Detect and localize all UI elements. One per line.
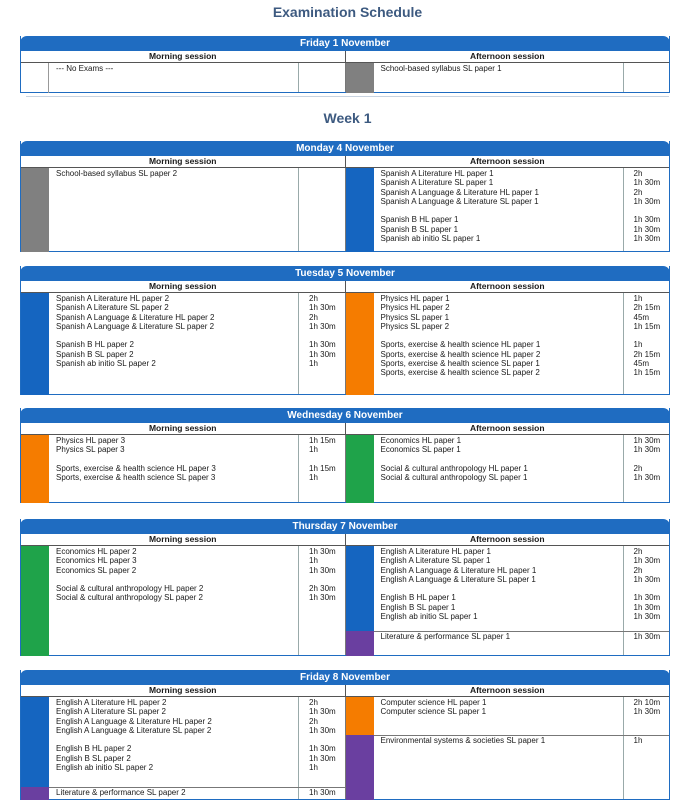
afternoon-column [346, 546, 670, 655]
exam-list [56, 788, 359, 797]
exam-list [381, 64, 684, 73]
exam-duration: 2h [309, 698, 318, 707]
exam-row [381, 178, 684, 187]
exam-duration: 1h 30m [633, 574, 661, 584]
exam-subject: English A Language & Literature SL paper 2 [56, 725, 212, 735]
exam-subject: English A Language & Literature HL paper 2 [56, 716, 212, 726]
exam-list [381, 436, 684, 482]
exam-subject: Physics HL paper 1 [380, 294, 450, 303]
exam-list [381, 169, 684, 243]
day-block [20, 36, 670, 93]
exam-subject: Literature & performance SL paper 1 [380, 632, 511, 641]
exam-row [381, 698, 684, 707]
exam-row [56, 744, 359, 753]
exam-subject: Spanish B HL paper 2 [56, 340, 134, 350]
spacer [56, 735, 359, 744]
exam-duration: 2h [633, 187, 643, 197]
exam-list [381, 698, 684, 717]
exam-subject: English A Language & Literature HL paper 1 [380, 565, 537, 575]
day-header: Friday 8 November [20, 670, 670, 685]
exam-duration: 1h 15m [633, 368, 661, 378]
exam-subject: Physics SL paper 2 [380, 321, 450, 331]
exam-list [56, 436, 359, 482]
exam-row [381, 313, 684, 322]
exam-duration: 1h 30m [633, 612, 661, 622]
exam-subject: Spanish B SL paper 1 [380, 224, 459, 234]
subject-color-bar-green [21, 546, 49, 656]
subject-color-bar-blue [21, 293, 49, 395]
morning-session-label: Morning session [21, 156, 346, 167]
exam-duration: 1h 30m [633, 632, 661, 641]
exam-subject: English ab initio SL paper 2 [56, 763, 154, 773]
exam-duration: 1h 30m [309, 593, 336, 603]
exam-subject: Economics SL paper 1 [380, 445, 461, 455]
exam-subject: Spanish A Literature HL paper 1 [380, 169, 494, 178]
exam-row [56, 303, 359, 312]
exam-row [381, 575, 684, 584]
exam-subject: English A Literature HL paper 2 [56, 698, 167, 707]
exam-row [56, 566, 359, 575]
exam-subject: Sports, exercise & health science HL paper 3 [56, 463, 216, 473]
exam-row [56, 350, 359, 359]
exam-duration: 1h [633, 294, 643, 303]
exam-row [56, 294, 359, 303]
exam-row [381, 464, 684, 473]
exam-duration: 2h [633, 547, 643, 556]
exam-duration: 1h 30m [633, 215, 661, 225]
exam-subject: English A Literature HL paper 1 [380, 547, 491, 556]
session-header-row [21, 51, 669, 63]
exam-row [56, 445, 359, 454]
session-columns [21, 293, 669, 394]
exam-duration: 1h 30m [309, 707, 336, 717]
afternoon-column [346, 435, 670, 502]
spacer [381, 206, 684, 215]
exam-subject: Spanish B HL paper 1 [380, 215, 459, 225]
morning-session-label: Morning session [21, 51, 346, 62]
exam-subject: English B SL paper 2 [56, 753, 131, 763]
exam-duration: 1h 30m [309, 565, 336, 575]
exam-duration: 1h [309, 445, 318, 455]
exam-subject: Sports, exercise & health science HL paper 1 [380, 340, 541, 350]
exam-subject: Physics SL paper 1 [380, 312, 450, 322]
subject-color-bar-orange [346, 697, 374, 735]
exam-duration: 1h 30m [309, 744, 336, 754]
exam-subject: Spanish B SL paper 2 [56, 349, 134, 359]
exam-subject: Social & cultural anthropology SL paper 1 [380, 473, 528, 483]
exam-duration: 1h 30m [633, 707, 661, 717]
exam-duration: 1h [309, 556, 318, 566]
exam-subject: Physics SL paper 3 [56, 445, 125, 455]
exam-row [381, 169, 684, 178]
exam-row [381, 197, 684, 206]
day-header: Tuesday 5 November [20, 266, 670, 281]
exam-duration: 2h [309, 312, 318, 322]
subject-color-bar-grey [346, 63, 374, 93]
morning-column [21, 435, 346, 502]
session-columns [21, 435, 669, 502]
morning-session-label: Morning session [21, 423, 346, 434]
session-columns [21, 63, 669, 92]
exam-list [56, 547, 359, 603]
afternoon-session-label: Afternoon session [469, 534, 545, 544]
morning-column [21, 697, 346, 799]
afternoon-session-label: Afternoon session [469, 281, 545, 291]
morning-column [21, 63, 346, 92]
spacer [381, 584, 684, 593]
exam-list [381, 632, 684, 641]
exam-row [381, 707, 684, 716]
day-header: Monday 4 November [20, 141, 670, 156]
exam-row [381, 593, 684, 602]
divider [26, 96, 669, 97]
exam-row [381, 632, 684, 641]
afternoon-column [346, 63, 670, 92]
exam-duration: 1h [309, 473, 318, 483]
exam-subject: Spanish A Language & Literature HL paper 1 [380, 187, 539, 197]
exam-subject: Spanish ab initio SL paper 2 [56, 359, 156, 369]
spacer [381, 331, 684, 340]
exam-subject: Spanish A Language & Literature SL paper 2 [56, 321, 215, 331]
day-block [20, 266, 670, 395]
exam-subject: Sports, exercise & health science SL paper 3 [56, 473, 216, 483]
exam-duration: 2h [309, 716, 318, 726]
day-block [20, 141, 670, 252]
spacer [381, 455, 684, 464]
subject-color-bar-orange [346, 293, 374, 395]
exam-duration: 1h 30m [309, 321, 336, 331]
exam-row [56, 707, 359, 716]
exam-list [381, 294, 684, 378]
exam-subject: Literature & performance SL paper 2 [56, 788, 186, 797]
exam-duration: 1h 30m [309, 349, 336, 359]
morning-session-label: Morning session [21, 685, 346, 696]
exam-subject: Spanish A Language & Literature SL paper 1 [380, 196, 539, 206]
exam-duration: 1h 30m [633, 593, 661, 603]
exam-duration: 2h 30m [309, 584, 336, 594]
exam-duration: 1h 30m [633, 178, 661, 188]
session-header-row [21, 423, 669, 435]
exam-row [381, 350, 684, 359]
exam-duration: 1h 30m [309, 340, 336, 350]
exam-row [56, 340, 359, 349]
session-header-row [21, 281, 669, 293]
exam-row [381, 547, 684, 556]
spacer [56, 331, 359, 340]
exam-subject: Spanish A Language & Literature HL paper 2 [56, 312, 215, 322]
subject-color-bar-grey [21, 168, 49, 252]
exam-subject: Spanish ab initio SL paper 1 [380, 234, 481, 244]
exam-subject: Economics SL paper 2 [56, 565, 137, 575]
exam-duration: 1h 15m [633, 321, 661, 331]
week-label: Week 1 [323, 110, 372, 126]
exam-row [56, 436, 359, 445]
exam-row [381, 188, 684, 197]
exam-duration: 2h [633, 565, 643, 575]
exam-duration: 1h 15m [309, 463, 336, 473]
subject-color-bar-blue [21, 697, 49, 787]
exam-subject: Social & cultural anthropology HL paper 2 [56, 584, 204, 594]
exam-duration: 1h 30m [309, 753, 336, 763]
exam-duration: 1h [309, 359, 318, 369]
time-column-divider [298, 168, 299, 251]
exam-row [56, 313, 359, 322]
exam-row [381, 436, 684, 445]
exam-duration: 1h 30m [309, 788, 336, 797]
exam-row [381, 473, 684, 482]
afternoon-column [346, 293, 670, 394]
spacer [56, 455, 359, 464]
exam-subject: School-based syllabus SL paper 1 [380, 64, 502, 73]
day-block [20, 519, 670, 656]
exam-row [56, 473, 359, 482]
exam-row [381, 340, 684, 349]
exam-row [381, 303, 684, 312]
exam-subject: English A Literature SL paper 2 [56, 707, 166, 717]
afternoon-column [346, 697, 670, 799]
exam-subject: Sports, exercise & health science HL paper 2 [380, 349, 541, 359]
exam-subject: English ab initio SL paper 1 [380, 612, 478, 622]
exam-row [56, 788, 359, 797]
exam-subject: Spanish A Literature HL paper 2 [56, 294, 170, 303]
exam-row [381, 566, 684, 575]
morning-session-label: Morning session [21, 534, 346, 545]
exam-row [56, 64, 359, 73]
subject-color-bar-green [346, 435, 374, 503]
exam-list [56, 698, 359, 772]
exam-subject: Spanish A Literature SL paper 1 [380, 178, 494, 188]
exam-duration: 1h 30m [633, 196, 661, 206]
exam-row [56, 359, 359, 368]
exam-duration: 2h [633, 169, 643, 178]
exam-subject: Social & cultural anthropology HL paper 1 [380, 463, 528, 473]
afternoon-session-label: Afternoon session [469, 685, 545, 695]
exam-duration: 2h 15m [633, 303, 661, 313]
exam-row [381, 368, 684, 377]
spacer [56, 575, 359, 584]
exam-duration: 1h 30m [633, 436, 661, 445]
afternoon-session-label: Afternoon session [469, 423, 545, 433]
exam-row [56, 754, 359, 763]
exam-subject: English A Language & Literature SL paper 1 [380, 574, 536, 584]
subject-color-bar-blue [346, 546, 374, 631]
exam-row [381, 234, 684, 243]
exam-list [56, 169, 359, 178]
exam-row [56, 547, 359, 556]
afternoon-session-label: Afternoon session [469, 156, 545, 166]
exam-subject: Computer science SL paper 1 [380, 707, 487, 717]
exam-row [381, 64, 684, 73]
exam-subject: Sports, exercise & health science SL paper 1 [380, 359, 540, 369]
exam-subject: English B SL paper 1 [380, 602, 456, 612]
exam-duration: 2h 15m [633, 349, 661, 359]
exam-subject: Economics HL paper 1 [380, 436, 462, 445]
exam-subject: School-based syllabus SL paper 2 [56, 169, 178, 178]
exam-subject: English B HL paper 1 [380, 593, 456, 603]
exam-row [56, 464, 359, 473]
exam-subject: English B HL paper 2 [56, 744, 132, 754]
exam-duration: 2h [633, 463, 643, 473]
exam-duration: 1h 30m [309, 547, 336, 556]
day-header: Thursday 7 November [20, 519, 670, 534]
morning-column [21, 293, 346, 394]
afternoon-session-label: Afternoon session [469, 51, 545, 61]
exam-list [381, 547, 684, 621]
exam-subject: Physics HL paper 2 [380, 303, 450, 313]
exam-subject: Economics HL paper 2 [56, 547, 137, 556]
exam-subject: Sports, exercise & health science SL paper 2 [380, 368, 540, 378]
exam-row [381, 225, 684, 234]
exam-duration: 45m [633, 312, 650, 322]
exam-duration: 2h 10m [633, 698, 661, 707]
exam-list [56, 64, 359, 73]
exam-duration: 1h 15m [309, 436, 336, 445]
exam-row [56, 593, 359, 602]
subject-color-bar-purple [346, 631, 374, 656]
exam-subject: Social & cultural anthropology SL paper 2 [56, 593, 203, 603]
exam-row [381, 736, 684, 745]
exam-duration: 45m [633, 359, 650, 369]
subject-color-bar-blue [346, 168, 374, 252]
day-header: Wednesday 6 November [20, 408, 670, 423]
empty-color-cell [21, 63, 49, 93]
exam-row [381, 445, 684, 454]
exam-row [381, 359, 684, 368]
exam-row [56, 322, 359, 331]
exam-subject: --- No Exams --- [56, 64, 114, 73]
exam-subject: Spanish A Literature SL paper 2 [56, 303, 169, 313]
exam-subject: Computer science HL paper 1 [380, 698, 487, 707]
exam-subject: Physics HL paper 3 [56, 436, 126, 445]
exam-duration: 1h [309, 763, 318, 773]
subject-color-bar-orange [21, 435, 49, 503]
exam-row [56, 584, 359, 593]
exam-row [381, 556, 684, 565]
exam-list [381, 736, 684, 745]
exam-duration: 1h 30m [633, 556, 661, 566]
session-header-row [21, 156, 669, 168]
exam-row [381, 294, 684, 303]
afternoon-column [346, 168, 670, 251]
exam-row [56, 717, 359, 726]
exam-duration: 1h 30m [309, 725, 336, 735]
exam-duration: 1h 30m [633, 473, 661, 483]
exam-row [56, 169, 359, 178]
exam-row [56, 698, 359, 707]
exam-duration [626, 64, 684, 73]
exam-subject: Economics HL paper 3 [56, 556, 137, 566]
exam-subject: Environmental systems & societies SL paper 1 [380, 736, 546, 745]
exam-row [56, 726, 359, 735]
exam-row [56, 763, 359, 772]
exam-duration: 1h 30m [309, 303, 336, 313]
exam-duration: 1h 30m [633, 224, 661, 234]
exam-row [381, 215, 684, 224]
session-columns [21, 168, 669, 251]
exam-duration: 1h [633, 736, 643, 745]
morning-session-label: Morning session [21, 281, 346, 292]
exam-subject: English A Literature SL paper 1 [380, 556, 491, 566]
morning-column [21, 168, 346, 251]
exam-list [56, 294, 359, 368]
subject-color-bar-purple [346, 735, 374, 800]
exam-duration: 1h 30m [633, 445, 661, 455]
session-columns [21, 546, 669, 655]
session-header-row [21, 534, 669, 546]
day-block [20, 408, 670, 503]
morning-column [21, 546, 346, 655]
exam-duration: 1h 30m [633, 602, 661, 612]
day-header: Friday 1 November [20, 36, 670, 51]
exam-row [381, 322, 684, 331]
exam-duration: 1h 30m [633, 234, 661, 244]
exam-duration: 1h [633, 340, 643, 350]
exam-row [381, 603, 684, 612]
session-header-row [21, 685, 669, 697]
session-columns [21, 697, 669, 799]
exam-duration: 2h [309, 294, 318, 303]
page-title: Examination Schedule [272, 4, 423, 20]
exam-row [56, 556, 359, 565]
exam-row [381, 612, 684, 621]
day-block [20, 670, 670, 800]
